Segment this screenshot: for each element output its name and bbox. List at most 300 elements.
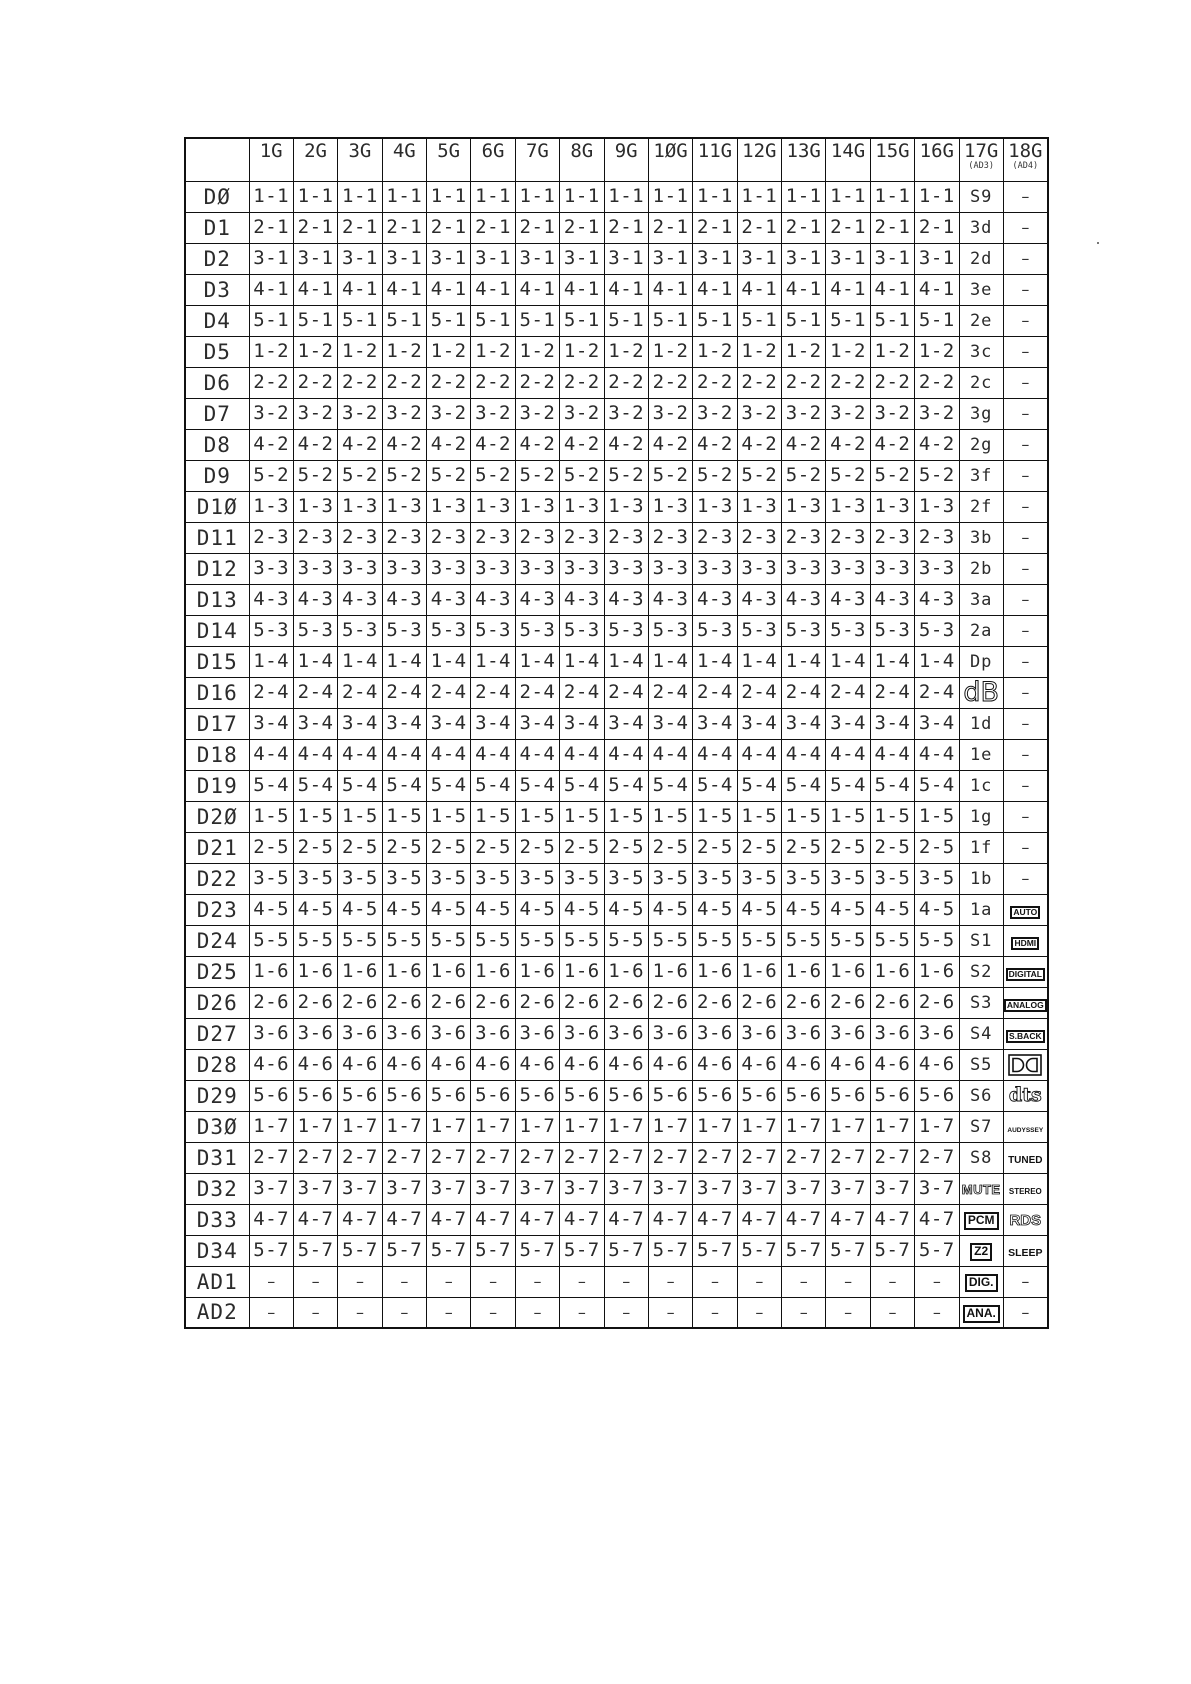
table-cell [693, 801, 737, 832]
table-cell [782, 832, 826, 863]
table-cell [870, 1297, 914, 1328]
table-row [185, 925, 1048, 956]
table-cell [427, 863, 471, 894]
table-row [185, 274, 1048, 305]
segment-code: 4-3 [342, 588, 378, 610]
segment-code: 5-5 [342, 929, 378, 951]
table-cell [870, 894, 914, 925]
segment-code: 5-2 [253, 464, 290, 486]
segment-code: 5-6 [519, 1084, 556, 1106]
segment-code: 3-1 [874, 247, 911, 269]
empty-mark: – [755, 1302, 764, 1322]
table-row [185, 367, 1048, 398]
segment-code: 4-3 [563, 588, 600, 610]
table-cell [915, 770, 959, 801]
empty-mark: – [888, 1272, 897, 1291]
segment-code: 5-1 [563, 309, 600, 331]
segment-code: 3-4 [608, 712, 645, 734]
segment-code: 4-4 [475, 743, 511, 765]
table-cell [293, 1297, 337, 1328]
segment-code: 2-5 [785, 836, 822, 858]
column-header [870, 138, 914, 181]
segment-code: 1-4 [430, 650, 467, 672]
table-cell [826, 894, 870, 925]
table-cell [560, 1235, 604, 1266]
table-cell [427, 398, 471, 429]
segment-code: 2-6 [697, 991, 733, 1013]
table-cell [382, 832, 426, 863]
table-cell [249, 863, 293, 894]
segment-code: 4-1 [386, 278, 423, 300]
table-cell [737, 1204, 781, 1235]
segment-code: 4-1 [652, 278, 689, 300]
table-cell [826, 863, 870, 894]
segment-code: 4-7 [475, 1208, 511, 1230]
table-cell [604, 1235, 648, 1266]
table-cell [782, 708, 826, 739]
segment-code: 1-1 [297, 185, 334, 207]
table-cell [648, 1297, 692, 1328]
table-cell [382, 243, 426, 274]
segment-code: 1-3 [430, 495, 467, 517]
empty-mark: – [489, 1302, 498, 1322]
segment-code: 2-1 [785, 216, 822, 238]
column-header-label: 12G [742, 140, 777, 162]
table-cell [338, 1173, 382, 1204]
table-cell [382, 181, 426, 212]
row-label: D19 [185, 770, 249, 801]
row-label: D11 [185, 522, 249, 553]
segment-code: 4-2 [563, 433, 600, 455]
segment-code: 2-2 [785, 371, 822, 393]
segment-code: 3-7 [519, 1177, 556, 1199]
segment-code: 2-2 [830, 371, 866, 393]
segment-code: 4-6 [519, 1053, 556, 1075]
table-cell [870, 1173, 914, 1204]
segment-code: 2-3 [475, 526, 511, 548]
table-cell [471, 801, 515, 832]
table-cell [1003, 1080, 1047, 1111]
table-cell [249, 677, 293, 708]
segment-code: 4-5 [608, 898, 645, 920]
segment-code: 3-4 [652, 712, 689, 734]
table-row [185, 708, 1048, 739]
segment-code: 3-6 [297, 1022, 334, 1044]
table-cell [560, 987, 604, 1018]
table-cell [959, 336, 1003, 367]
table-cell [471, 460, 515, 491]
segment-code: 3-2 [342, 402, 378, 424]
table-row [185, 863, 1048, 894]
table-cell [604, 429, 648, 460]
column-header [427, 138, 471, 181]
segment-code: 1-1 [430, 185, 467, 207]
table-cell [915, 1235, 959, 1266]
table-cell [693, 770, 737, 801]
segment-code: 1-5 [830, 805, 866, 827]
empty-mark: – [533, 1302, 542, 1322]
column-header [471, 138, 515, 181]
table-cell [293, 956, 337, 987]
table-cell [915, 677, 959, 708]
segment-code: 2-7 [741, 1146, 778, 1168]
empty-mark: – [1021, 683, 1030, 702]
table-cell [870, 305, 914, 336]
table-cell [427, 987, 471, 1018]
empty-mark: – [666, 1302, 675, 1322]
table-cell [1003, 615, 1047, 646]
segment-code: 1-4 [918, 650, 955, 672]
segment-code: 3-3 [830, 557, 866, 579]
segment-code: 1-3 [519, 495, 556, 517]
table-cell [782, 491, 826, 522]
table-cell [826, 553, 870, 584]
segment-code: 1-2 [563, 340, 600, 362]
segment-code: 4-6 [430, 1053, 467, 1075]
table-cell [737, 584, 781, 615]
segment-code: 4-2 [475, 433, 511, 455]
empty-mark: – [1021, 776, 1030, 795]
table-cell [604, 770, 648, 801]
table-cell [1003, 708, 1047, 739]
segment-code: 4-6 [563, 1053, 600, 1075]
segment-code: 5-4 [652, 774, 689, 796]
segment-code: 1-3 [697, 495, 733, 517]
table-cell [648, 1142, 692, 1173]
table-cell [737, 398, 781, 429]
empty-mark: – [1021, 838, 1030, 857]
table-cell [782, 1049, 826, 1080]
segment-code: 5-4 [430, 774, 467, 796]
segment-code: 2-4 [386, 681, 423, 703]
table-cell [693, 243, 737, 274]
table-cell [427, 739, 471, 770]
table-cell [915, 367, 959, 398]
table-cell [737, 708, 781, 739]
segment-code: 5-5 [874, 929, 911, 951]
segment-code: Dp [969, 652, 993, 672]
indicator-auto: AUTO [1010, 906, 1040, 920]
segment-code: 1-7 [342, 1115, 378, 1137]
table-cell [515, 1142, 559, 1173]
segment-code: S1 [969, 931, 993, 951]
segment-code: 5-3 [519, 619, 556, 641]
segment-code: 3-2 [430, 402, 467, 424]
table-row [185, 1018, 1048, 1049]
table-cell [249, 801, 293, 832]
segment-code: 4-3 [741, 588, 778, 610]
empty-mark: – [444, 1272, 453, 1291]
segment-code: 2-7 [874, 1146, 911, 1168]
table-cell [515, 1204, 559, 1235]
segment-code: 1a [969, 900, 993, 920]
segment-code: 1-6 [519, 960, 556, 982]
column-header [338, 138, 382, 181]
table-cell [782, 646, 826, 677]
segment-code: 4-4 [430, 743, 467, 765]
segment-code: 2-1 [475, 216, 511, 238]
segment-code: 4-7 [918, 1208, 955, 1230]
segment-code: 5-5 [785, 929, 822, 951]
segment-code: 3-2 [652, 402, 689, 424]
table-cell [737, 1266, 781, 1297]
table-cell [915, 429, 959, 460]
column-sublabel: (AD3) [968, 161, 994, 171]
segment-code: 4-3 [697, 588, 733, 610]
row-label: DØ [185, 181, 249, 212]
segment-code: 2-5 [741, 836, 778, 858]
table-cell [471, 212, 515, 243]
segment-code: 4-2 [741, 433, 778, 455]
table-row [185, 336, 1048, 367]
segment-code: 5-7 [785, 1239, 822, 1261]
table-cell [471, 553, 515, 584]
column-header-label: 1G [259, 140, 283, 162]
segment-code: 1-5 [874, 805, 911, 827]
segment-code: 2-4 [830, 681, 866, 703]
empty-mark: – [622, 1302, 631, 1322]
table-cell [915, 522, 959, 553]
segment-code: 2-6 [253, 991, 290, 1013]
table-cell [826, 987, 870, 1018]
table-cell [737, 336, 781, 367]
segment-code: 1g [969, 807, 993, 827]
segment-code: 4-2 [874, 433, 911, 455]
table-cell [604, 1297, 648, 1328]
segment-code: 3-5 [830, 867, 866, 889]
segment-code: 1-6 [918, 960, 955, 982]
segment-code: 3-2 [519, 402, 556, 424]
row-label: D5 [185, 336, 249, 367]
table-cell [338, 801, 382, 832]
segment-code: 4-7 [386, 1208, 423, 1230]
table-cell [338, 1049, 382, 1080]
column-header-label: 2G [304, 140, 327, 162]
segment-code: 5-3 [741, 619, 778, 641]
segment-code: 5-3 [652, 619, 689, 641]
segment-code: 4-3 [785, 588, 822, 610]
table-cell [515, 1266, 559, 1297]
segment-code: 1-2 [386, 340, 423, 362]
segment-code: 4-4 [874, 743, 911, 765]
segment-code: 4-3 [386, 588, 423, 610]
segment-code: 3-1 [253, 247, 290, 269]
segment-code: 2-7 [475, 1146, 511, 1168]
table-cell [515, 336, 559, 367]
table-cell [604, 460, 648, 491]
segment-code: 5-4 [874, 774, 911, 796]
table-cell [471, 677, 515, 708]
table-cell [338, 1018, 382, 1049]
table-cell [293, 801, 337, 832]
segment-code: 5-4 [253, 774, 290, 796]
table-cell [1003, 646, 1047, 677]
segment-code: 3-3 [741, 557, 778, 579]
segment-code: 1-5 [608, 805, 645, 827]
segment-code: 2-3 [430, 526, 467, 548]
table-cell [1003, 1142, 1047, 1173]
table-cell [693, 429, 737, 460]
row-label: D1Ø [185, 491, 249, 522]
empty-mark: – [311, 1272, 320, 1291]
table-cell [782, 1297, 826, 1328]
column-header-label: 4G [392, 140, 416, 162]
segment-code: 3e [969, 280, 993, 300]
segment-code: 5-3 [563, 619, 600, 641]
empty-mark: – [1021, 311, 1030, 330]
table-cell [427, 925, 471, 956]
table-cell [648, 1080, 692, 1111]
table-cell [915, 460, 959, 491]
table-cell [826, 739, 870, 770]
segment-code: 5-2 [519, 464, 556, 486]
segment-code: 4-2 [697, 433, 733, 455]
segment-code: 1-3 [253, 495, 290, 517]
segment-code: 4-5 [785, 898, 822, 920]
segment-code: 1-3 [475, 495, 511, 517]
table-cell [693, 522, 737, 553]
table-cell [560, 429, 604, 460]
table-cell [604, 925, 648, 956]
segment-code: 3-1 [830, 247, 866, 269]
table-cell [959, 243, 1003, 274]
table-cell [959, 274, 1003, 305]
segment-code: 5-2 [874, 464, 911, 486]
segment-code: 2-5 [652, 836, 689, 858]
empty-mark: – [1021, 714, 1030, 733]
row-label: D4 [185, 305, 249, 336]
segment-code: 5-7 [563, 1239, 600, 1261]
column-header [648, 138, 692, 181]
table-cell [1003, 894, 1047, 925]
segment-code: 3-2 [297, 402, 334, 424]
segment-code: 3-6 [563, 1022, 600, 1044]
segment-code: 5-6 [563, 1084, 600, 1106]
table-cell [959, 1297, 1003, 1328]
table-cell [959, 1173, 1003, 1204]
table-cell [560, 274, 604, 305]
table-cell [1003, 584, 1047, 615]
table-cell [338, 925, 382, 956]
table-cell [560, 584, 604, 615]
table-cell [293, 584, 337, 615]
scan-speck [1097, 242, 1099, 244]
empty-mark: – [1021, 373, 1030, 392]
table-cell [826, 181, 870, 212]
segment-code: 5-2 [785, 464, 822, 486]
segment-code: 4-1 [697, 278, 733, 300]
segment-code: 1-5 [253, 805, 290, 827]
table-cell [693, 460, 737, 491]
table-cell [427, 615, 471, 646]
segment-code: 1-1 [563, 185, 600, 207]
segment-code: 3-6 [608, 1022, 645, 1044]
column-header-label: 9G [614, 140, 638, 162]
table-cell [915, 956, 959, 987]
table-cell [782, 925, 826, 956]
table-cell [826, 1266, 870, 1297]
segment-code: 5-7 [918, 1239, 955, 1261]
table-cell [471, 1049, 515, 1080]
table-cell [648, 305, 692, 336]
segment-code: 3-3 [652, 557, 689, 579]
table-cell [427, 1204, 471, 1235]
empty-mark: – [710, 1272, 719, 1291]
table-cell [560, 615, 604, 646]
row-label: D27 [185, 1018, 249, 1049]
table-cell [826, 770, 870, 801]
table-cell [826, 398, 870, 429]
segment-code: 3-5 [563, 867, 600, 889]
segment-code: 5-7 [830, 1239, 866, 1261]
table-cell [604, 956, 648, 987]
empty-mark: – [577, 1272, 586, 1291]
table-cell [604, 894, 648, 925]
segment-code: 3-6 [519, 1022, 556, 1044]
empty-mark: – [1021, 1272, 1030, 1291]
segment-code: 1-1 [652, 185, 689, 207]
segment-code: 3-1 [918, 247, 955, 269]
empty-mark: – [400, 1272, 409, 1291]
segment-code: 2-2 [342, 371, 378, 393]
segment-code: 3-6 [741, 1022, 778, 1044]
table-cell [782, 243, 826, 274]
segment-code: 3-5 [430, 867, 467, 889]
segment-code: 3-5 [874, 867, 911, 889]
table-cell [560, 460, 604, 491]
table-cell [560, 832, 604, 863]
table-cell [471, 181, 515, 212]
table-cell [382, 1235, 426, 1266]
segment-code: 3-2 [785, 402, 822, 424]
table-cell [959, 1049, 1003, 1080]
segment-code: 2-5 [830, 836, 866, 858]
segment-code: 2-4 [519, 681, 556, 703]
segment-code: 2-3 [918, 526, 955, 548]
segment-code: 2f [969, 497, 993, 517]
table-cell [1003, 1266, 1047, 1297]
table-cell [338, 615, 382, 646]
segment-code: 5-6 [386, 1084, 423, 1106]
segment-code: 3-1 [386, 247, 423, 269]
segment-code: 2-1 [874, 216, 911, 238]
table-cell [249, 770, 293, 801]
table-cell [471, 367, 515, 398]
row-label: D8 [185, 429, 249, 460]
segment-code: 4-1 [253, 278, 290, 300]
table-cell [737, 739, 781, 770]
table-cell [471, 398, 515, 429]
table-cell [959, 429, 1003, 460]
table-cell [560, 677, 604, 708]
segment-code: 5-6 [297, 1084, 334, 1106]
table-cell [1003, 1173, 1047, 1204]
segment-code: 5-1 [430, 309, 467, 331]
segment-code: 1-5 [475, 805, 511, 827]
table-cell [870, 739, 914, 770]
table-cell [560, 491, 604, 522]
table-cell [693, 708, 737, 739]
table-cell [382, 274, 426, 305]
segment-code: 4-1 [785, 278, 822, 300]
segment-code: 2-7 [830, 1146, 866, 1168]
segment-code: 4-5 [652, 898, 689, 920]
segment-code: 5-1 [608, 309, 645, 331]
table-cell [338, 646, 382, 677]
table-cell [693, 1235, 737, 1266]
segment-code: 5-7 [475, 1239, 511, 1261]
segment-code: 2-1 [608, 216, 645, 238]
